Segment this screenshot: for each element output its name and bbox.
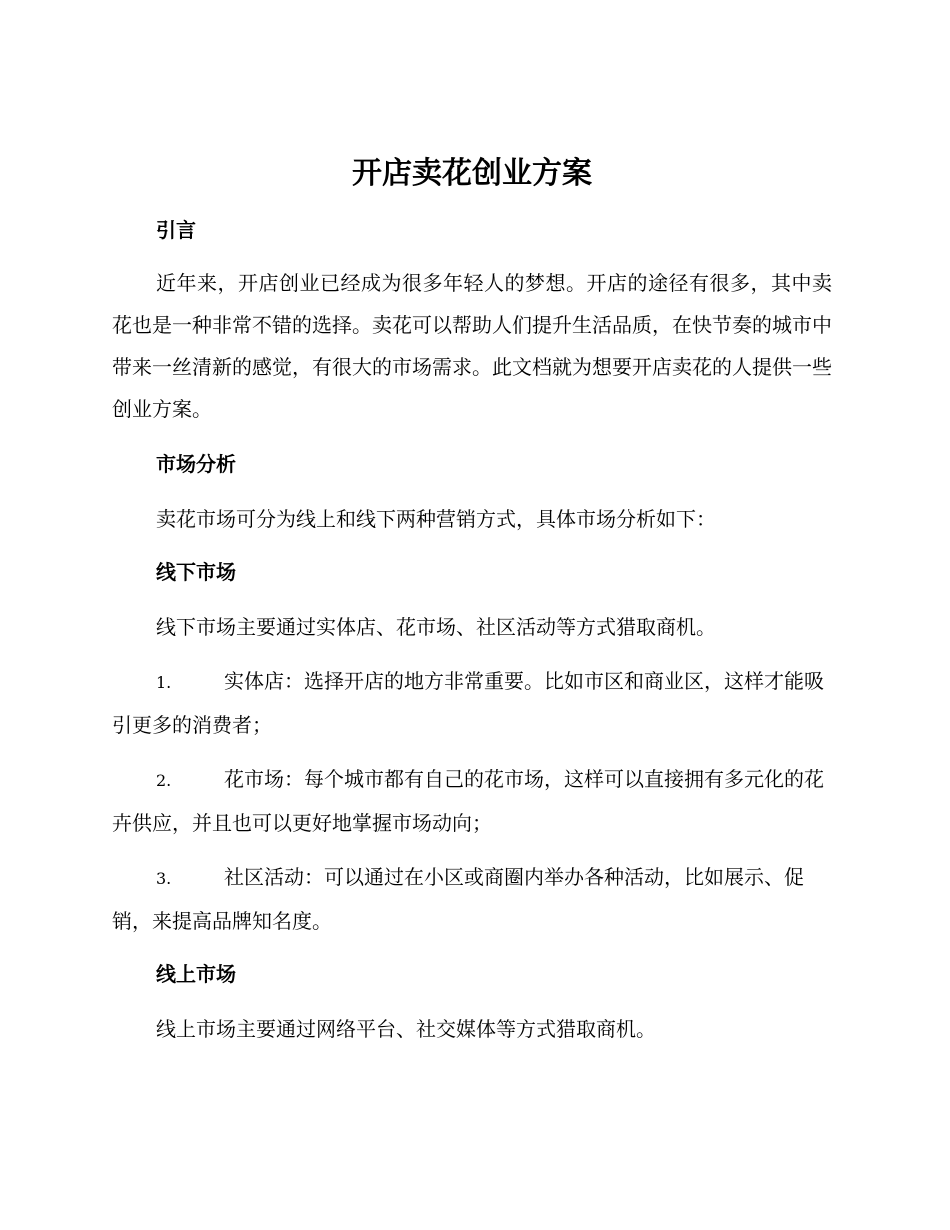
paragraph-market-analysis: 卖花市场可分为线上和线下两种营销方式，具体市场分析如下：: [156, 507, 716, 531]
heading-online-market: 线上市场: [156, 962, 236, 986]
list-item-text: 花市场：每个城市都有自己的花市场，这样可以直接拥有多元化的花卉供应，并且也可以更好地掌握市场动向；: [112, 767, 824, 835]
document-title: 开店卖花创业方案: [352, 156, 592, 191]
list-item-text: 社区活动：可以通过在小区或商圈内举办各种活动，比如展示、促销，来提高品牌知名度。: [112, 865, 804, 933]
heading-market-analysis: 市场分析: [156, 452, 236, 476]
document-body: [112, 150, 832, 1050]
list-item-number: 1.: [156, 673, 172, 692]
list-item-number: 3.: [156, 869, 172, 888]
list-item-number: 2.: [156, 771, 172, 790]
list-item-text: 实体店：选择开店的地方非常重要。比如市区和商业区，这样才能吸引更多的消费者；: [112, 669, 824, 737]
heading-intro: 引言: [156, 218, 196, 242]
paragraph-online-market: 线上市场主要通过网络平台、社交媒体等方式猎取商机。: [156, 1017, 656, 1041]
paragraph-intro: 近年来，开店创业已经成为很多年轻人的梦想。开店的途径有很多，其中卖花也是一种非常不错的选择。卖花可以帮助人们提升生活品质，在快节奏的城市中带来一丝清新的感觉，有很大的市场需求。此文档就为想要开店卖花的人提供一些创业方案。: [112, 271, 832, 421]
list-item: [112, 660, 832, 746]
list-item: [112, 856, 832, 942]
heading-offline-market: 线下市场: [156, 560, 236, 584]
paragraph-offline-market: 线下市场主要通过实体店、花市场、社区活动等方式猎取商机。: [156, 615, 716, 639]
list-item: [112, 758, 832, 844]
